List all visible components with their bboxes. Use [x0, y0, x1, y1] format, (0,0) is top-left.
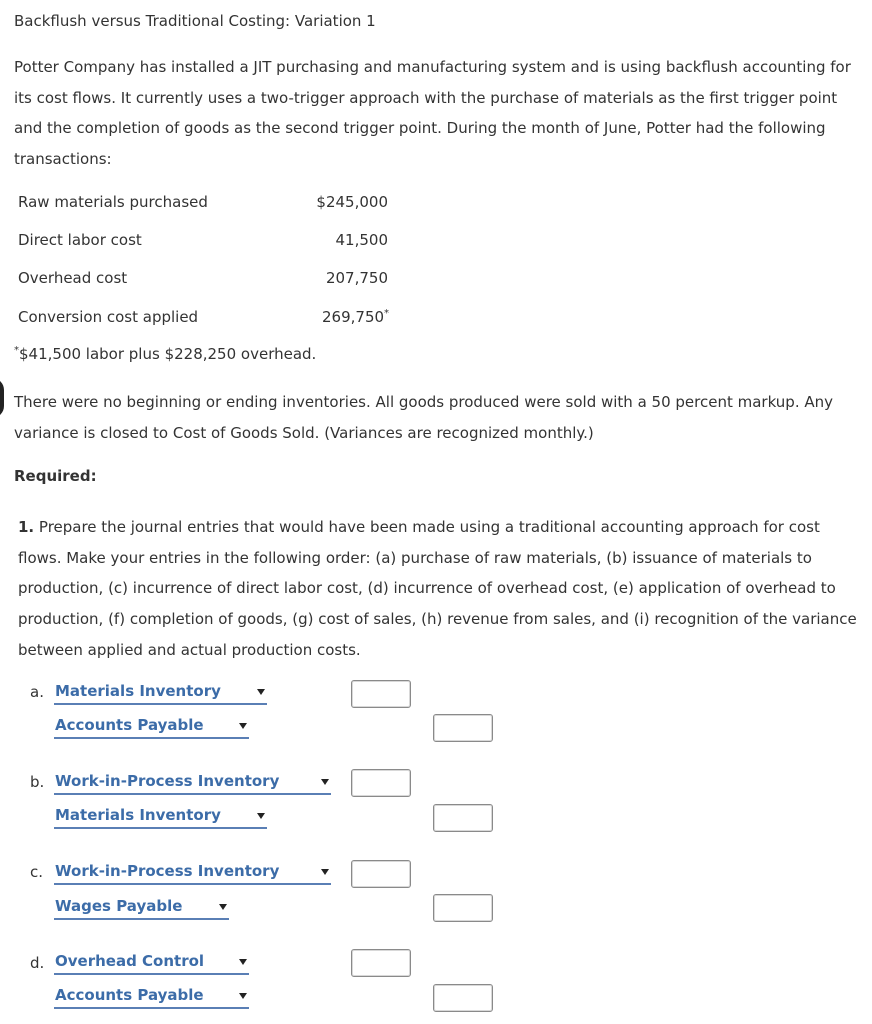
debit-amount-input[interactable] — [351, 949, 411, 977]
dropdown-arrow-icon — [321, 869, 329, 875]
debit-amount-input[interactable] — [351, 860, 411, 888]
credit-account-label: Accounts Payable — [55, 716, 204, 734]
dropdown-arrow-icon — [321, 779, 329, 785]
dropdown-arrow-icon — [257, 813, 265, 819]
question-text: Prepare the journal entries that would have been made using a traditional accounting approach for cost flows. Make your entries in the following order: (a) purchase of raw materials, (b) issuance of materials to production, (c) incurrence of direct labor cost, (d) incurrence of overhead cost, (e) application of overhead to production, (f) completion of goods, (g) cost of sales, (h) revenue from sales, and (i) recognition of the variance between applied and actual production costs. — [18, 518, 857, 659]
required-heading: Required: — [14, 467, 97, 485]
dropdown-arrow-icon — [257, 689, 265, 695]
debit-account-label: Overhead Control — [55, 952, 205, 970]
entry-letter: d. — [30, 954, 45, 972]
debit-account-select[interactable] — [54, 861, 331, 885]
credit-account-label: Wages Payable — [55, 897, 183, 915]
question-1 — [18, 512, 868, 666]
footnote-mark: * — [14, 345, 19, 356]
margin-marker — [0, 378, 4, 418]
entry-letter: c. — [30, 863, 44, 881]
credit-amount-input[interactable] — [433, 984, 493, 1012]
footnote-text: $41,500 labor plus $228,250 overhead. — [19, 345, 317, 363]
credit-account-select[interactable] — [54, 805, 267, 829]
debit-account-select[interactable] — [54, 681, 267, 705]
footnote — [14, 345, 316, 363]
footnote-mark: * — [384, 308, 390, 319]
debit-amount-input[interactable] — [351, 769, 411, 797]
transaction-amount — [322, 308, 389, 326]
debit-account-label: Work-in-Process Inventory — [55, 862, 280, 880]
transaction-label: Direct labor cost — [18, 231, 142, 249]
credit-amount-input[interactable] — [433, 714, 493, 742]
entry-letter: b. — [30, 773, 45, 791]
debit-account-select[interactable] — [54, 951, 249, 975]
transaction-amount: 41,500 — [335, 231, 388, 249]
debit-amount-input[interactable] — [351, 680, 411, 708]
dropdown-arrow-icon — [239, 723, 247, 729]
transaction-label: Conversion cost applied — [18, 308, 199, 326]
transaction-label: Raw materials purchased — [18, 193, 208, 211]
question-number: 1. — [18, 518, 35, 536]
dropdown-arrow-icon — [239, 993, 247, 999]
transaction-amount-value: 269,750 — [322, 308, 385, 326]
credit-account-select[interactable] — [54, 715, 249, 739]
credit-account-select[interactable] — [54, 896, 229, 920]
transaction-label: Overhead cost — [18, 269, 128, 287]
debit-account-select[interactable] — [54, 771, 331, 795]
note-paragraph: There were no beginning or ending inventories. All goods produced were sold with a 50 percent markup. Any variance is closed to Cost of Goods Sold. (Variances are recognized monthly.) — [14, 393, 834, 442]
intro-paragraph: Potter Company has installed a JIT purchasing and manufacturing system and is using backflush accounting for its cost flows. It currently uses a two-trigger approach with the purchase of materials as the first trigger point and the completion of goods as the second trigger point. During the month of June, Potter had the following transactions: — [14, 58, 851, 169]
debit-account-label: Materials Inventory — [55, 682, 221, 700]
debit-account-label: Work-in-Process Inventory — [55, 772, 280, 790]
transaction-amount: $245,000 — [316, 193, 388, 211]
entry-letter: a. — [30, 683, 44, 701]
credit-amount-input[interactable] — [433, 894, 493, 922]
problem-title: Backflush versus Traditional Costing: Variation 1 — [14, 12, 376, 30]
credit-amount-input[interactable] — [433, 804, 493, 832]
transaction-amount: 207,750 — [325, 269, 388, 287]
dropdown-arrow-icon — [239, 959, 247, 965]
dropdown-arrow-icon — [219, 904, 227, 910]
credit-account-label: Materials Inventory — [55, 806, 221, 824]
credit-account-select[interactable] — [54, 985, 249, 1009]
credit-account-label: Accounts Payable — [55, 986, 204, 1004]
